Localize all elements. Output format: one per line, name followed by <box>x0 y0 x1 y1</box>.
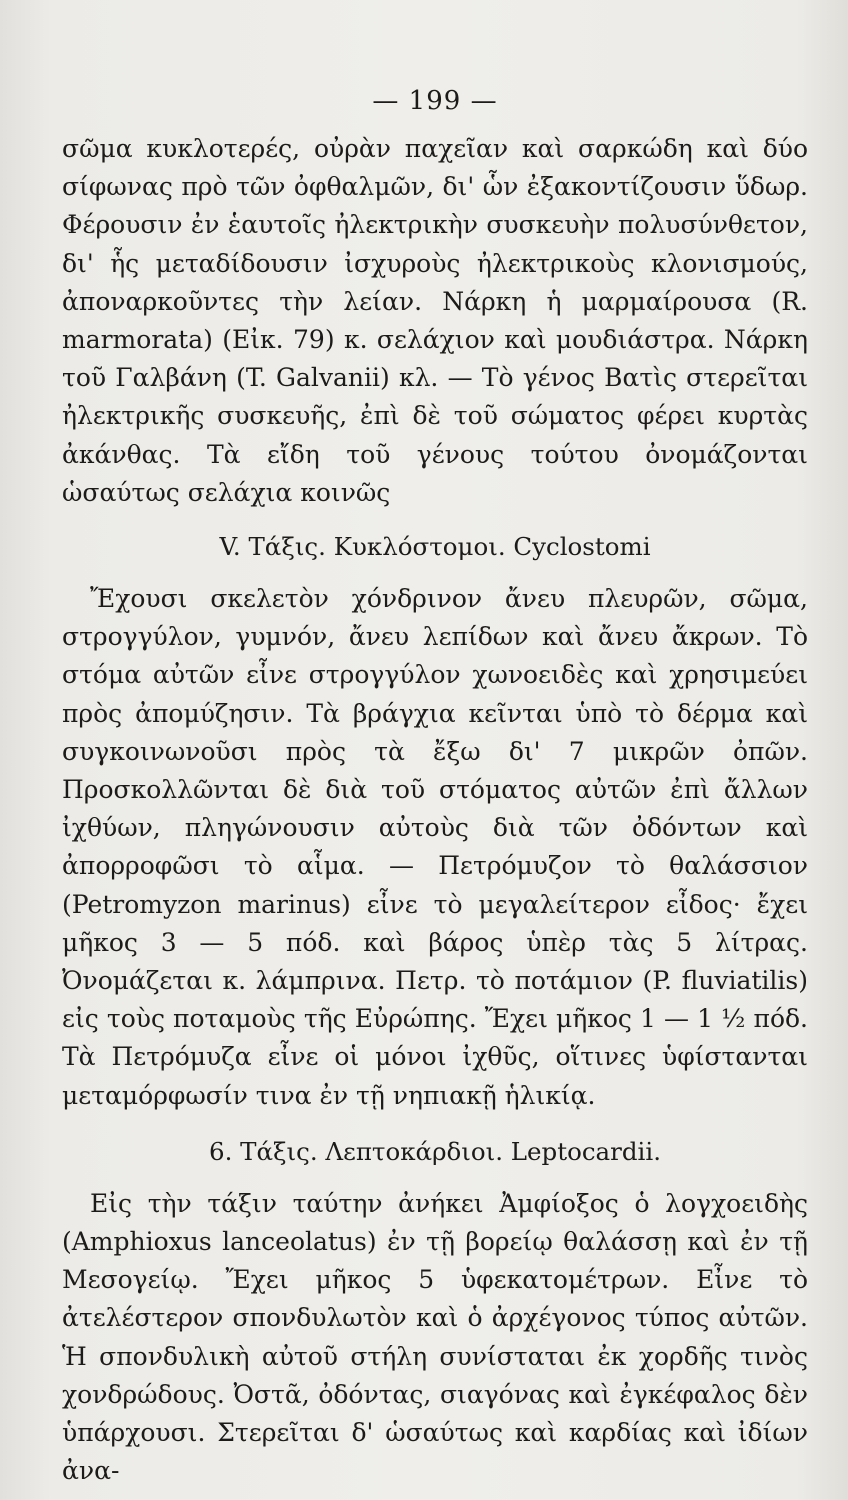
page-number: — 199 — <box>372 86 498 116</box>
paragraph-cyclostomi: Ἔχουσι σκελετὸν χόνδρινον ἄνευ πλευρῶν, σῶμα, στρογγύλον, γυμνόν, ἄνευ λεπίδων καὶ ἄνευ ἄκρων. Τὸ στόμα αὐτῶν εἶνε στρογγύλον χωνοειδὲς καὶ χρησιμεύει πρὸς ἀπομύζησιν. Τὰ βράγχια κεῖνται ὑπὸ τὸ δέρμα καὶ συγκοινωνοῦσι πρὸς τὰ ἔξω δι' 7 μικρῶν ὀπῶν. Προσκολλῶνται δὲ διὰ τοῦ στόματος αὐτῶν ἐπὶ ἄλλων ἰχθύων, πληγώνουσιν αὐτοὺς διὰ τῶν ὀδόντων καὶ ἀπορροφῶσι τὸ αἷμα. — Πετρόμυζον τὸ θαλάσσιον (Petromyzon marinus) εἶνε τὸ μεγαλείτερον εἶδος· ἔχει μῆκος 3 — 5 πόδ. καὶ βάρος ὑπὲρ τὰς 5 λίτρας. Ὀνομάζεται κ. λάμπρινα. Πετρ. τὸ ποτάμιον (P. fluviatilis) εἰς τοὺς ποταμοὺς τῆς Εὐρώπης. Ἔχει μῆκος 1 — 1 ½ πόδ. Τὰ Πετρόμυζα εἶνε οἱ μόνοι ἰχθῦς, οἵτινες ὑφίστανται μεταμόρφωσίν τινα ἐν τῇ νηπιακῇ ἡλικίᾳ. <box>62 584 808 1110</box>
paragraph-leptocardii: Εἰς τὴν τάξιν ταύτην ἀνήκει Ἀμφίοξος ὁ λογχοειδὴς (Amphioxus lanceolatus) ἐν τῇ βορείῳ θαλάσσῃ καὶ ἐν τῇ Μεσογείῳ. Ἔχει μῆκος 5 ὑφεκατομέτρων. Εἶνε τὸ ἀτελέστερον σπονδυλωτὸν καὶ ὁ ἀρχέγονος τύπος αὐτῶν. Ἡ σπονδυλικὴ αὐτοῦ στήλη συνίσταται ἐκ χορδῆς τινὸς χονδρώδους. Ὀστᾶ, ὀδόντας, σιαγόνας καὶ ἐγκέφαλος δὲν ὑπάρχουσι. Στερεῖται δ' ὡσαύτως καὶ καρδίας καὶ ἰδίων ἀνα- <box>62 1188 808 1486</box>
paragraph-rays: σῶμα κυκλοτερές, οὐρὰν παχεῖαν καὶ σαρκώδη καὶ δύο σίφωνας πρὸ τῶν ὀφθαλμῶν, δι' ὧν ἐξακοντίζουσιν ὕδωρ. Φέρουσιν ἐν ἑαυτοῖς ἠλεκτρικὴν συσκευὴν πολυσύνθετον, δι' ἧς μεταδίδουσιν ἰσχυροὺς ἠλεκτρικοὺς κλονισμούς, ἀποναρκοῦντες τὴν λείαν. Νάρκη ἡ μαρμαίρουσα (R. marmorata) (Εἰκ. 79) κ. σελάχιον καὶ μουδιάστρα. Νάρκη τοῦ Γαλβάνη (T. Galvanii) κλ. — Τὸ γένος Βατὶς στερεῖται ἠλεκτρικῆς συσκευῆς, ἐπὶ δὲ τοῦ σώματος φέρει κυρτὰς ἀκάνθας. Τὰ εἴδη τοῦ γένους τούτου ὀνομάζονται ὡσαύτως σελάχια κοινῶς <box>62 134 808 507</box>
section-heading-cyclostomi: V. Τάξις. Κυκλόστομοι. Cyclostomi <box>219 532 651 562</box>
section-heading-leptocardii: 6. Τάξις. Λεπτοκάρδιοι. Leptocardii. <box>208 1136 662 1166</box>
